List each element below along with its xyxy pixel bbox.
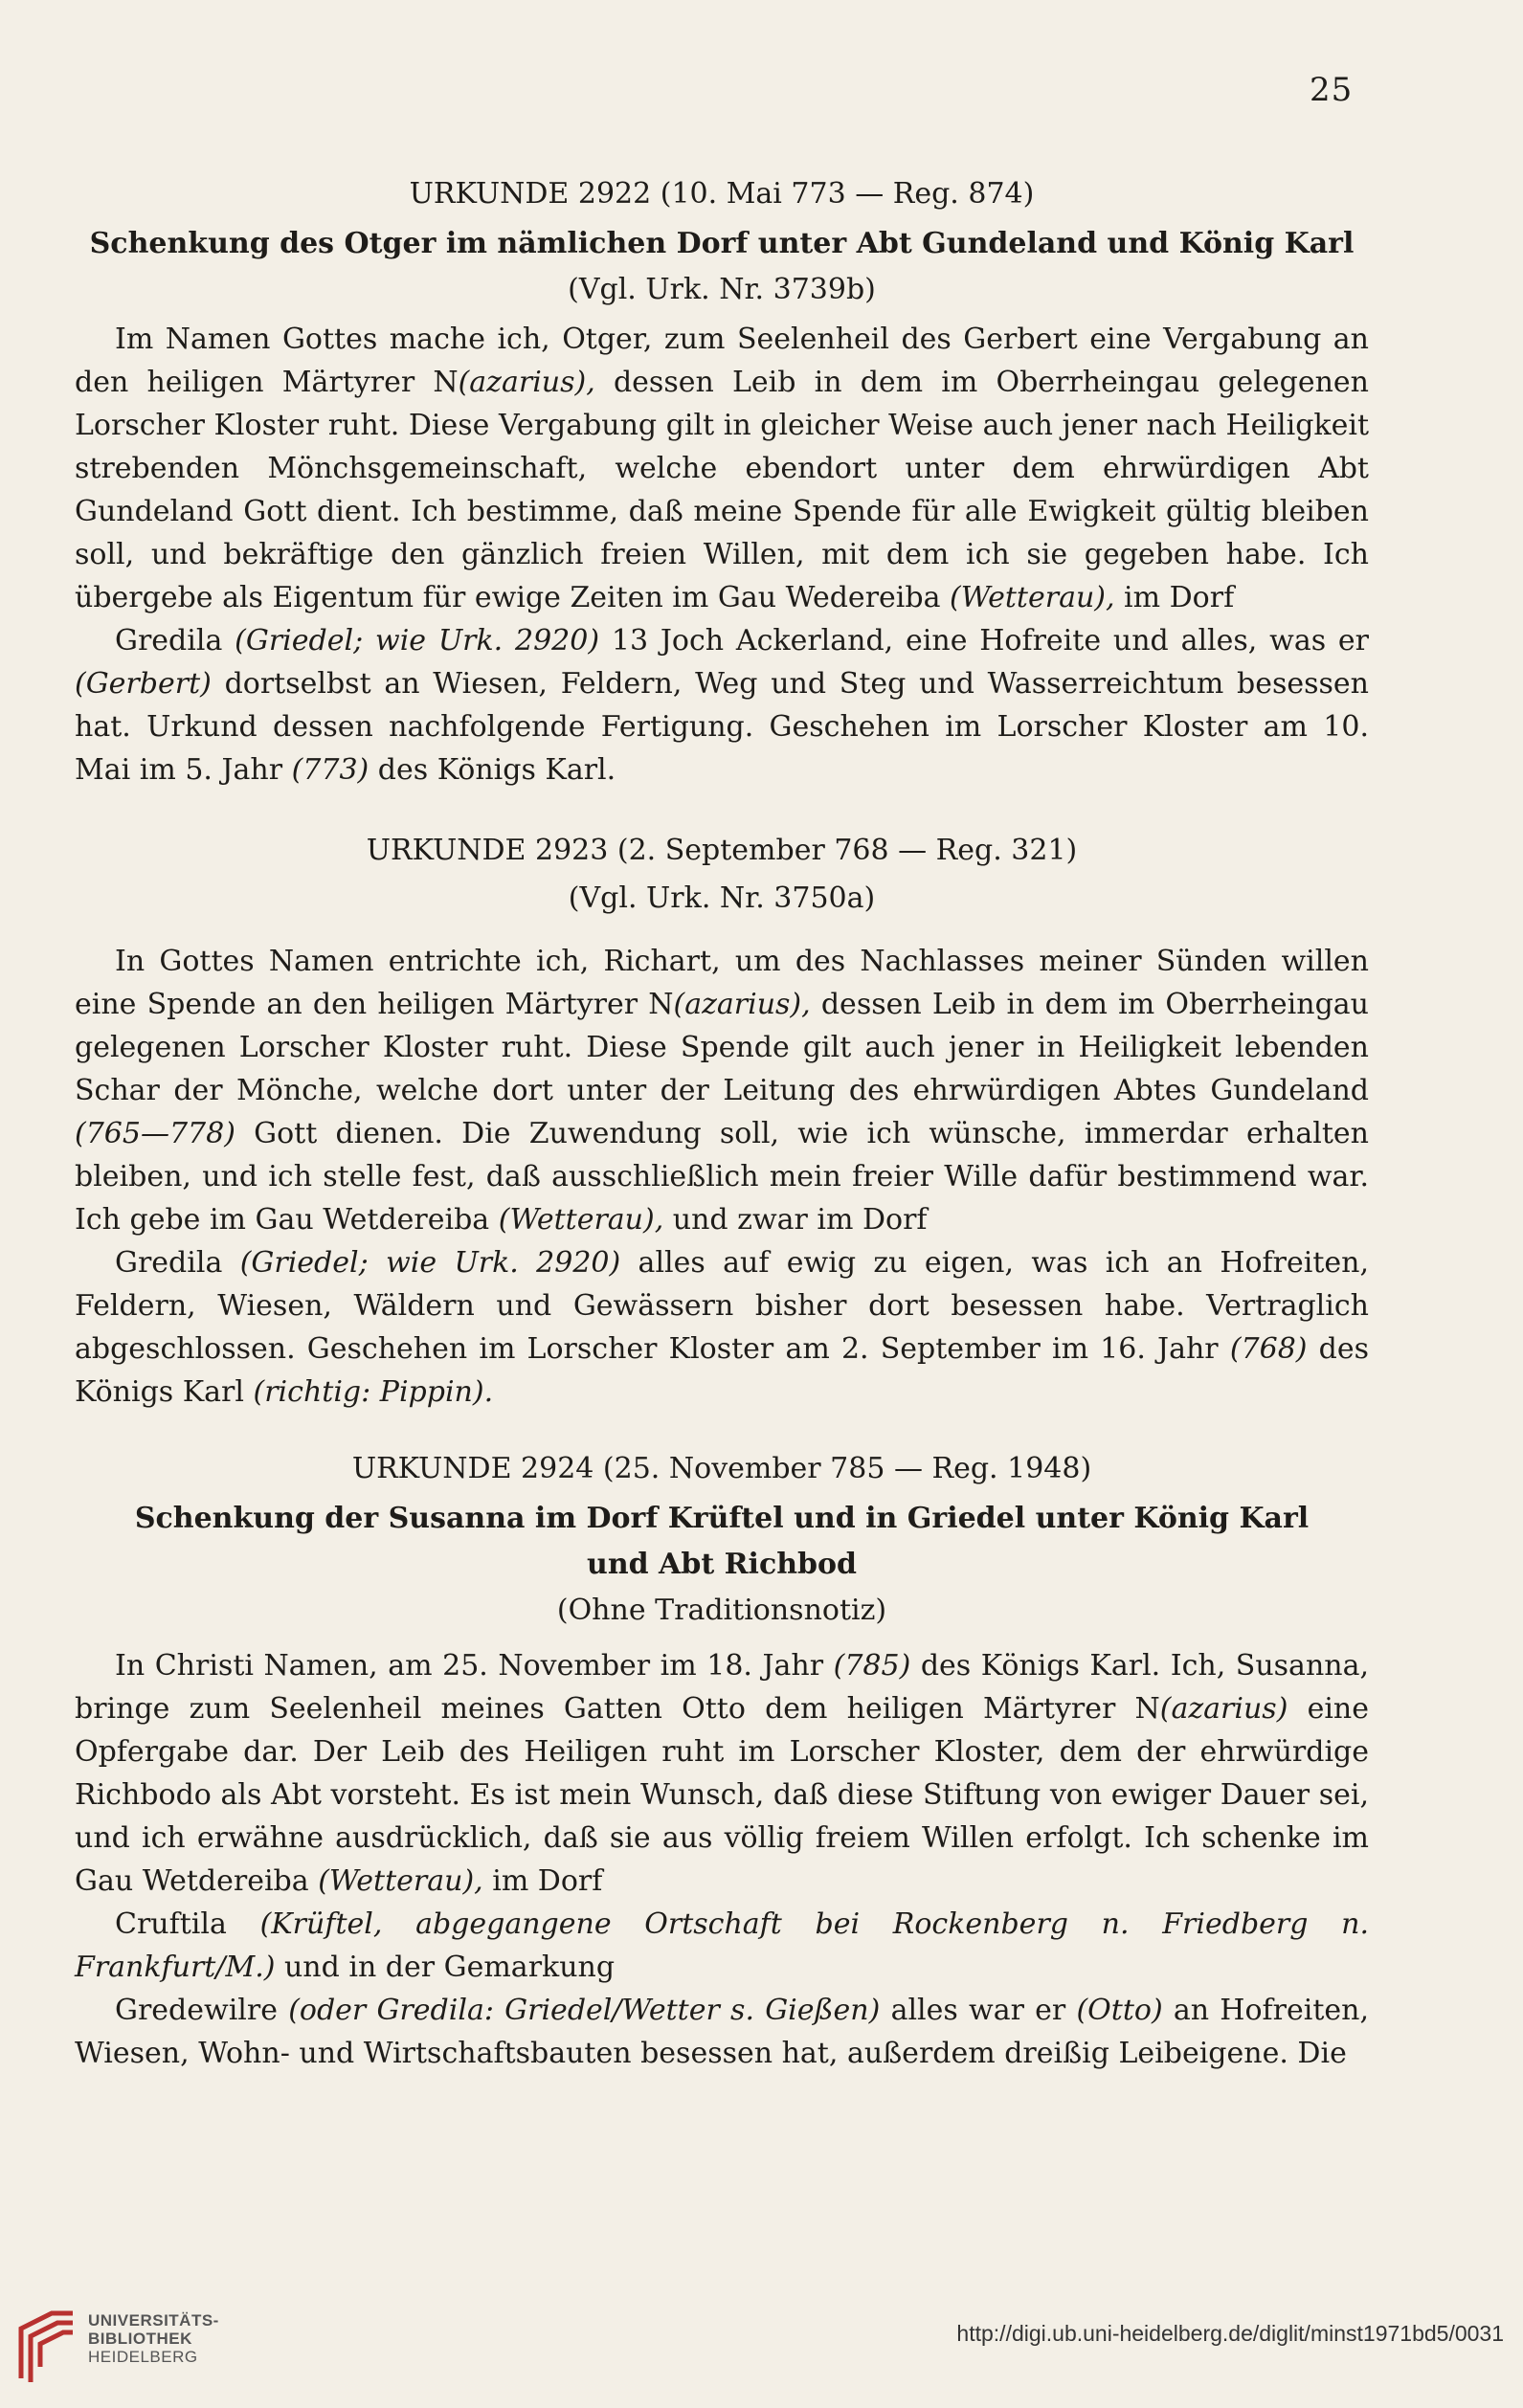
urkunde-2923-paragraph-2: Gredila (Griedel; wie Urk. 2920) alles auf ewig zu eigen, was ich an Hofreiten, Feldern, Wiesen, Wäldern und Gewässern bisher dort besessen habe. Vertraglich abgeschlossen. Geschehen im Lorscher Kloster am 2. September im 16. Jahr (768) des Königs Karl (richtig: Pippin). [75,1246,1370,1409]
urkunde-2922-heading: URKUNDE 2922 (10. Mai 773 — Reg. 874) [409,177,1035,211]
urkunde-2923-body [75,940,1369,1414]
urkunde-2924-paragraph-1: In Christi Namen, am 25. November im 18. Jahr (785) des Königs Karl. Ich, Susanna, bringe zum Seelenheil meines Gatten Otto dem heiligen Märtyrer N(azarius) eine Opfergabe dar. Der Leib des Heiligen ruht im Lorscher Kloster, dem der ehrwürdige Richbodo als Abt vorsteht. Es ist mein Wunsch, daß diese Stiftung von ewiger Dauer sei, und ich erwähne ausdrücklich, daß sie aus völlig freiem Willen erfolgt. Ich schenke im Gau Wetdereiba (Wetterau), im Dorf [75,1649,1370,1898]
urkunde-2922-title: Schenkung des Otger im nämlichen Dorf unter Abt Gundeland und König Karl [89,227,1355,260]
urkunde-2923-ref: (Vgl. Urk. Nr. 3750a) [568,881,876,915]
urkunde-2924-ref: (Ohne Traditionsnotiz) [556,1594,887,1627]
urkunde-2922-paragraph-1: Im Namen Gottes mache ich, Otger, zum Seelenheil des Gerbert eine Vergabung an den heiligen Märtyrer N(azarius), dessen Leib in dem im Oberrheingau gelegenen Lorscher Kloster ruht. Diese Vergabung gilt in gleicher Weise auch jener nach Heiligkeit strebenden Mönchsgemeinschaft, welche ebendort unter dem ehrwürdigen Abt Gundeland Gott dient. Ich bestimme, daß meine Spende für alle Ewigkeit gültig bleiben soll, und bekräftige den gänzlich freien Willen, mit dem ich sie gegeben habe. Ich übergebe als Eigentum für ewige Zeiten im Gau Wedereiba (Wetterau), im Dorf [75,323,1369,614]
library-name-line-1: UNIVERSITÄTS- [88,2311,219,2330]
urkunde-2924-paragraph-3: Gredewilre (oder Gredila: Griedel/Wetter s. Gießen) alles war er (Otto) an Hofreiten, Wiesen, Wohn- und Wirtschaftsbauten besessen hat, außerdem dreißig Leibeigene. Die [75,1994,1369,2070]
urkunde-2924-title-line-2: und Abt Richbod [587,1548,857,1581]
library-name-line-2: BIBLIOTHEK [88,2330,192,2348]
urkunde-2924-heading: URKUNDE 2924 (25. November 785 — Reg. 1948) [351,1452,1092,1485]
library-name [88,2311,219,2366]
urkunde-2922-ref: (Vgl. Urk. Nr. 3739b) [568,273,876,306]
urkunde-2922-body [75,318,1369,792]
urkunde-2922-paragraph-2: Gredila (Griedel; wie Urk. 2920) 13 Joch Ackerland, eine Hofreite und alles, was er (Gerbert) dortselbst an Wiesen, Feldern, Weg und Steg und Wasserreichtum besessen hat. Urkund dessen nachfolgende Fertigung. Geschehen im Lorscher Kloster am 10. Mai im 5. Jahr (773) des Königs Karl. [75,624,1370,787]
urkunde-2924-body [75,1644,1369,2075]
library-logo-icon [13,2309,80,2390]
urkunde-2923-paragraph-1: In Gottes Namen entrichte ich, Richart, um des Nachlasses meiner Sünden willen eine Spende an den heiligen Märtyrer N(azarius), dessen Leib in dem im Oberrheingau gelegenen Lorscher Kloster ruht. Diese Spende gilt auch jener in Heiligkeit lebenden Schar der Mönche, welche dort unter der Leitung des ehrwürdigen Abtes Gundeland (765—778) Gott dienen. Die Zuwendung soll, wie ich wünsche, immerdar erhalten bleiben, und ich stelle fest, daß ausschließlich mein freier Wille dafür bestimmend war. Ich gebe im Gau Wetdereiba (Wetterau), und zwar im Dorf [75,945,1369,1237]
source-url-link[interactable]: http://digi.ub.uni-heidelberg.de/diglit/minst1971bd5/0031 [956,2321,1504,2346]
library-name-line-3: HEIDELBERG [88,2348,198,2366]
urkunde-2923-heading: URKUNDE 2923 (2. September 768 — Reg. 321) [366,834,1078,867]
urkunde-2924-title-line-1: Schenkung der Susanna im Dorf Krüftel und in Griedel unter König Karl [134,1502,1310,1535]
page-number: 25 [1310,71,1354,109]
urkunde-2924-paragraph-2: Cruftila (Krüftel, abgegangene Ortschaft bei Rockenberg n. Friedberg n. Frankfurt/M.) und in der Gemarkung [75,1907,1370,1984]
footer [0,2302,1523,2408]
